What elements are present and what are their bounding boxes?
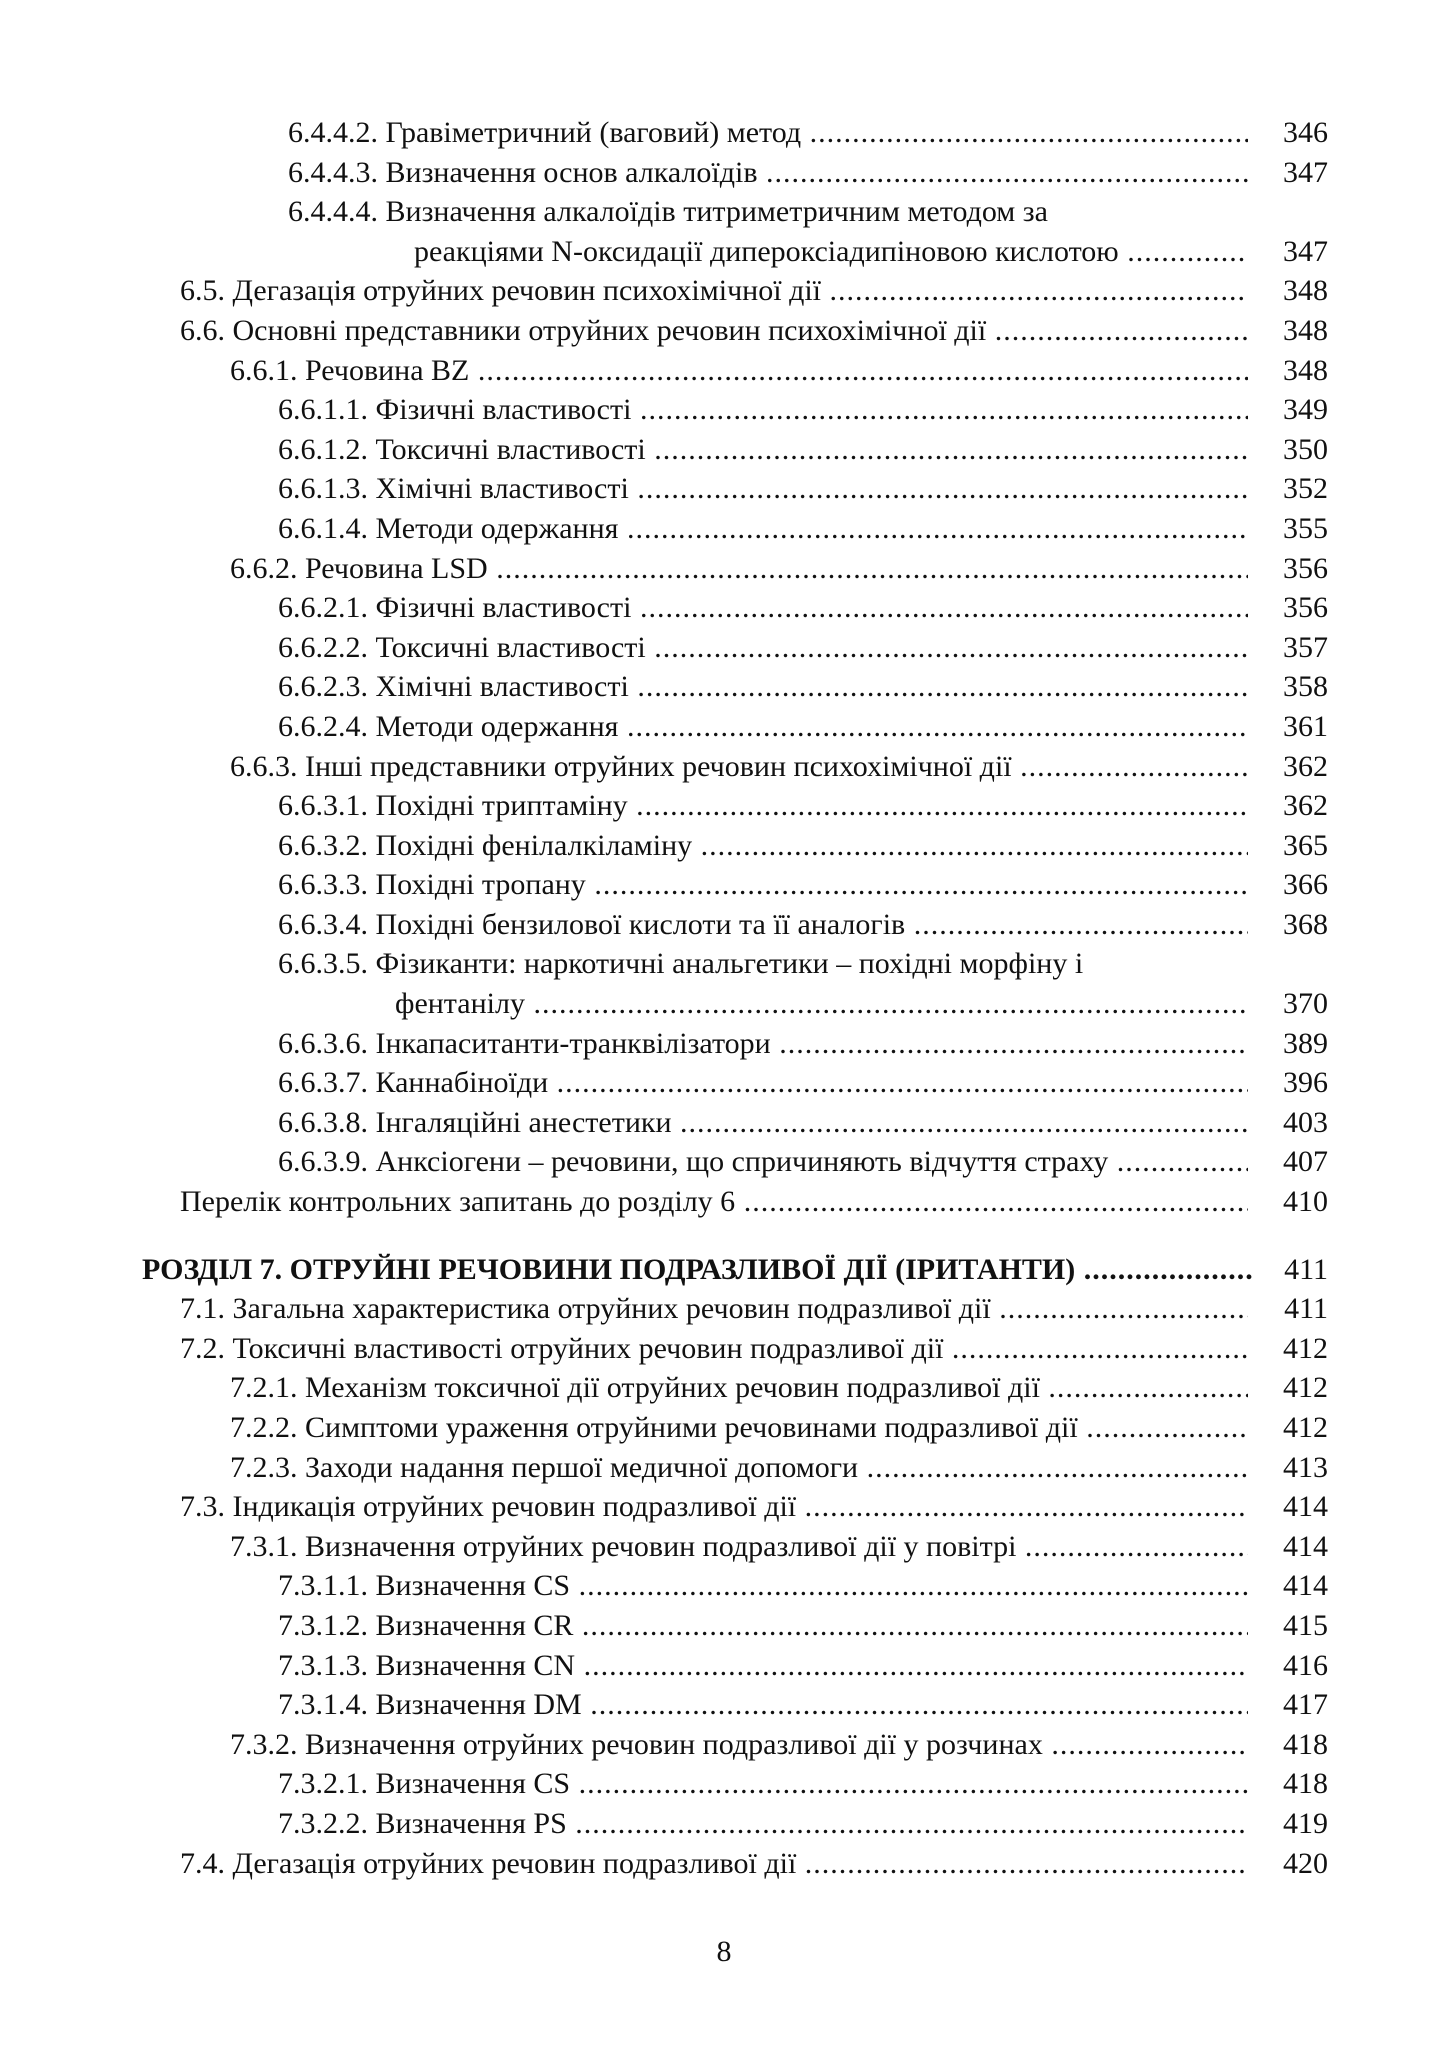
toc-entry-title: 6.6.2.3. Хімічні властивості ..... — [278, 667, 1248, 707]
toc-entry-page: 348 — [1283, 274, 1328, 308]
toc-entry[interactable] — [0, 1606, 1448, 1646]
toc-entry[interactable] — [0, 113, 1448, 153]
toc-entry[interactable] — [0, 1527, 1448, 1567]
toc-entry-page: 396 — [1283, 1066, 1328, 1100]
toc-entry-title: РОЗДІЛ 7. ОТРУЙНІ РЕЧОВИНИ ПОДРАЗЛИВОЇ ДІЇ (ІРИТАНТИ) ..... — [142, 1250, 1253, 1290]
toc-entry-title: 7.1. Загальна характеристика отруйних речовин подразливої дії ..... — [180, 1289, 1248, 1329]
toc-entry-title: 7.3.1. Визначення отруйних речовин подразливої дії у повітрі ..... — [230, 1527, 1248, 1567]
toc-entry[interactable] — [0, 588, 1448, 628]
toc-entry[interactable] — [0, 509, 1448, 549]
toc-entry[interactable] — [0, 905, 1448, 945]
toc-entry[interactable] — [0, 311, 1448, 351]
toc-entry-title: 6.6.1.1. Фізичні властивості ..... — [278, 390, 1248, 430]
toc-entry[interactable] — [0, 1063, 1448, 1103]
toc-entry-title: 6.6.3.3. Похідні тропану ..... — [278, 865, 1248, 905]
toc-entry-title: 6.4.4.2. Гравіметричний (ваговий) метод ..... — [288, 113, 1248, 153]
toc-entry-title: 6.6.3.6. Інкапаситанти-транквілізатори ..... — [278, 1024, 1248, 1064]
toc-entry-title: 7.2.2. Симптоми ураження отруйними речовинами подразливої дії ..... — [230, 1408, 1248, 1448]
toc-entry-title: 6.6.2.4. Методи одержання ..... — [278, 707, 1248, 747]
toc-entry[interactable] — [0, 628, 1448, 668]
toc-entry-page: 347 — [1283, 234, 1328, 268]
toc-entry-page: 412 — [1283, 1371, 1328, 1405]
toc-entry-title: 7.2. Токсичні властивості отруйних речовин подразливої дії ..... — [180, 1329, 1248, 1369]
toc-entry-continuation[interactable] — [0, 232, 1448, 272]
toc-entry-title: 6.6. Основні представники отруйних речовин психохімічної дії ..... — [180, 311, 1248, 351]
toc-entry-title: 7.3.2.2. Визначення PS ..... — [278, 1804, 1248, 1844]
toc-entry-title: 6.6.1.4. Методи одержання ..... — [278, 509, 1248, 549]
toc-entry-page: 419 — [1283, 1806, 1328, 1840]
toc-entry-page: 350 — [1283, 432, 1328, 466]
toc-entry-page: 411 — [1284, 1252, 1328, 1286]
toc-entry[interactable] — [0, 1764, 1448, 1804]
toc-entry-page: 418 — [1283, 1767, 1328, 1801]
toc-entry-title: 6.6.3.2. Похідні фенілалкіламіну ..... — [278, 826, 1248, 866]
toc-entry-title: 6.5. Дегазація отруйних речовин психохімічної дії ..... — [180, 271, 1248, 311]
toc-entry-page: 411 — [1284, 1292, 1328, 1326]
toc-entry[interactable] — [0, 1487, 1448, 1527]
toc-entry-page: 362 — [1283, 749, 1328, 783]
toc-entry-title: 7.3.1.2. Визначення CR ..... — [278, 1606, 1248, 1646]
toc-entry[interactable] — [0, 1804, 1448, 1844]
toc-entry-page: 416 — [1283, 1648, 1328, 1682]
toc-entry[interactable] — [0, 1448, 1448, 1488]
toc-entry[interactable] — [0, 1368, 1448, 1408]
toc-entry-page: 412 — [1283, 1411, 1328, 1444]
section-gap — [0, 1222, 1448, 1250]
toc-entry-continuation[interactable] — [0, 984, 1448, 1024]
page-number: 8 — [716, 1935, 732, 1968]
toc-entry[interactable] — [0, 667, 1448, 707]
toc-entry-page: 418 — [1283, 1727, 1328, 1761]
toc-entry[interactable] — [0, 865, 1448, 905]
toc-entry[interactable] — [0, 1685, 1448, 1725]
toc-entry-page: 366 — [1283, 868, 1328, 902]
toc-entry[interactable] — [0, 1024, 1448, 1064]
toc-entry[interactable] — [0, 826, 1448, 866]
toc-entry-title: 6.6.1. Речовина BZ ..... — [230, 351, 1248, 391]
toc-entry-title: 7.3. Індикація отруйних речовин подразливої дії ..... — [180, 1487, 1248, 1527]
toc-entry[interactable] — [0, 1142, 1448, 1182]
toc-entry-title: 6.6.2.1. Фізичні властивості ..... — [278, 588, 1248, 628]
toc-entry-title: 6.4.4.3. Визначення основ алкалоїдів ..... — [288, 153, 1248, 193]
toc-entry-title: 7.4. Дегазація отруйних речовин подразливої дії ..... — [180, 1844, 1248, 1884]
toc-entry-page: 410 — [1283, 1185, 1328, 1219]
toc-entry-title: 6.6.1.3. Хімічні властивості ..... — [278, 469, 1248, 509]
toc-entry-page: 357 — [1283, 630, 1328, 664]
toc-entry-page: 414 — [1283, 1569, 1328, 1603]
toc-entry-page: 365 — [1283, 828, 1328, 862]
toc-entry[interactable] — [0, 1646, 1448, 1686]
toc-entry[interactable] — [0, 153, 1448, 193]
toc-entry[interactable] — [0, 1289, 1448, 1329]
toc-entry[interactable] — [0, 192, 1448, 232]
toc-entry-page: 368 — [1283, 907, 1328, 941]
toc-entry-page: 356 — [1283, 591, 1328, 625]
toc-entry-title: 6.6.3. Інші представники отруйних речовин психохімічної дії ..... — [230, 747, 1248, 787]
toc-entry-page: 355 — [1283, 511, 1328, 545]
toc-entry-page: 412 — [1283, 1331, 1328, 1365]
toc-entry[interactable] — [0, 1566, 1448, 1606]
toc-entry[interactable] — [0, 1408, 1448, 1448]
toc-entry-title: 7.2.1. Механізм токсичної дії отруйних речовин подразливої дії ..... — [230, 1368, 1248, 1408]
toc-entry-page: 417 — [1283, 1688, 1328, 1722]
toc-entry-page: 346 — [1283, 116, 1328, 149]
toc-entry-title: 7.3.1.4. Визначення DM ..... — [278, 1685, 1248, 1725]
toc-entry[interactable] — [0, 1329, 1448, 1369]
toc-entry[interactable] — [0, 469, 1448, 509]
toc-entry-page: 349 — [1283, 393, 1328, 427]
toc-entry-page: 415 — [1283, 1608, 1328, 1642]
toc-entry-title: 6.4.4.4. Визначення алкалоїдів титриметричним методом за — [288, 195, 1048, 229]
toc-entry[interactable] — [0, 1103, 1448, 1143]
toc-entry-title: 7.3.1.1. Визначення CS ..... — [278, 1566, 1248, 1606]
toc-entry-page: 348 — [1283, 313, 1328, 347]
toc-entry-title: 6.6.3.8. Інгаляційні анестетики ..... — [278, 1103, 1248, 1143]
toc-entry-title: 6.6.3.5. Фізиканти: наркотичні анальгетики – похідні морфіну і — [278, 947, 1084, 981]
toc-entry[interactable] — [0, 786, 1448, 826]
toc-entry-page: 352 — [1283, 472, 1328, 506]
toc-entry[interactable] — [0, 1725, 1448, 1765]
toc-entry[interactable] — [0, 944, 1448, 984]
toc-entry[interactable] — [0, 1844, 1448, 1884]
toc-entry-title: 6.6.3.7. Каннабіноїди ..... — [278, 1063, 1248, 1103]
toc-entry-page: 356 — [1283, 551, 1328, 585]
toc-entry[interactable] — [0, 1182, 1448, 1222]
toc-entry[interactable] — [0, 390, 1448, 430]
toc-entry-title: 7.3.1.3. Визначення CN ..... — [278, 1646, 1248, 1686]
toc-entry-page: 389 — [1283, 1026, 1328, 1060]
toc-entry-page: 413 — [1283, 1450, 1328, 1484]
toc-entry-title: 6.6.2. Речовина LSD ..... — [230, 549, 1248, 589]
toc-entry-page: 370 — [1283, 987, 1328, 1021]
toc-entry-page: 347 — [1283, 155, 1328, 189]
toc-entry-page: 358 — [1283, 670, 1328, 704]
table-of-contents — [0, 113, 1448, 1883]
toc-entry[interactable] — [0, 707, 1448, 747]
toc-entry[interactable] — [0, 747, 1448, 787]
toc-entry-title: 7.2.3. Заходи надання першої медичної допомоги ..... — [230, 1448, 1248, 1488]
toc-entry-page: 403 — [1283, 1105, 1328, 1139]
toc-entry-title: фентанілу ..... — [395, 984, 1248, 1024]
toc-entry[interactable] — [0, 430, 1448, 470]
toc-entry-page: 414 — [1283, 1529, 1328, 1563]
toc-entry-page: 348 — [1283, 353, 1328, 387]
toc-entry-title: 7.3.2. Визначення отруйних речовин подразливої дії у розчинах ..... — [230, 1725, 1248, 1765]
toc-entry-title: 6.6.3.4. Похідні бензилової кислоти та її аналогів ..... — [278, 905, 1248, 945]
toc-entry-title: 6.6.2.2. Токсичні властивості ..... — [278, 628, 1248, 668]
toc-entry-page: 362 — [1283, 789, 1328, 823]
toc-entry[interactable] — [0, 271, 1448, 311]
toc-entry-title: 6.6.3.9. Анксіогени – речовини, що спричиняють відчуття страху ..... — [278, 1142, 1248, 1182]
toc-entry-title: Перелік контрольних запитань до розділу 6 ..... — [180, 1182, 1248, 1222]
toc-entry[interactable] — [0, 351, 1448, 391]
toc-entry-title: 6.6.3.1. Похідні триптаміну ..... — [278, 786, 1248, 826]
toc-entry-page: 361 — [1283, 709, 1328, 743]
toc-chapter-heading[interactable] — [0, 1250, 1448, 1290]
toc-entry-page: 407 — [1283, 1145, 1328, 1179]
toc-entry-title: 7.3.2.1. Визначення CS ..... — [278, 1764, 1248, 1804]
toc-entry-title: 6.6.1.2. Токсичні властивості ..... — [278, 430, 1248, 470]
toc-entry-title: реакціями N-оксидації дипероксіадипіновою кислотою ..... — [414, 232, 1248, 272]
toc-entry[interactable] — [0, 549, 1448, 589]
toc-entry-page: 420 — [1283, 1846, 1328, 1880]
toc-entry-page: 414 — [1283, 1490, 1328, 1524]
